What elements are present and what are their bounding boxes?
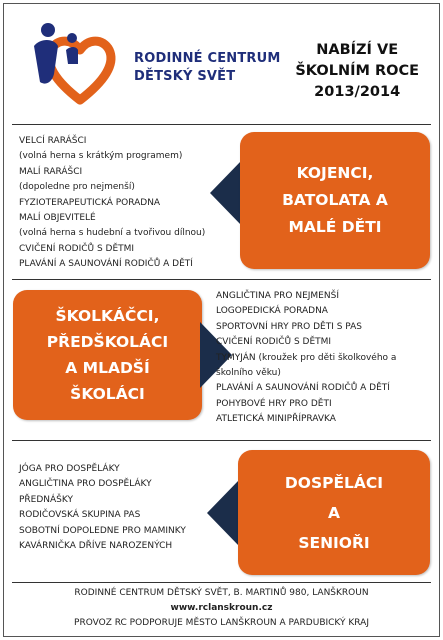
website-link[interactable]: www.rclanskroun.cz <box>170 603 273 613</box>
category-box-infants <box>240 132 430 269</box>
section-3-list <box>19 462 186 554</box>
offer-line-2: ŠKOLNÍM ROCE <box>295 63 419 79</box>
divider <box>12 440 431 441</box>
section-1-list <box>19 134 205 273</box>
list-item: CVIČENÍ RODIČŮ S DĚTMI <box>19 243 135 254</box>
box-line: ŠKOLKÁČCI, <box>55 307 160 325</box>
divider <box>12 582 431 583</box>
list-item: RODIČOVSKÁ SKUPINA PAS <box>19 510 141 521</box>
box-line: A <box>328 503 340 522</box>
offer-line-3: 2013/2014 <box>314 84 401 100</box>
box-line: PŘEDŠKOLÁCI <box>46 333 169 351</box>
footer-support: PROVOZ RC PODPORUJE MĚSTO LANŠKROUN A PARDUBICKÝ KRAJ <box>74 618 369 628</box>
box-line: A MLADŠÍ <box>65 359 150 377</box>
box-line: SENIOŘI <box>298 533 370 552</box>
footer-address: RODINNÉ CENTRUM DĚTSKÝ SVĚT, B. MARTINŮ 980, LANŠKROUN <box>74 588 369 598</box>
list-item: MALÍ OBJEVITELÉ <box>19 213 96 224</box>
list-item: PŘEDNÁŠKY <box>19 494 73 505</box>
box-line: DOSPĚLÁCI <box>284 473 384 492</box>
arrow-left-icon <box>210 160 242 226</box>
category-box-adults <box>238 450 430 575</box>
list-item: TYMYJÁN (kroužek pro děti školkového a <box>216 352 397 363</box>
divider <box>12 279 431 280</box>
list-item: školního věku) <box>216 368 281 379</box>
brand-line-2: DĚTSKÝ SVĚT <box>134 69 236 84</box>
list-item: (volná herna s krátkým programem) <box>19 151 183 162</box>
divider <box>12 124 431 125</box>
list-item: LOGOPEDICKÁ PORADNA <box>216 306 328 317</box>
list-item: KAVÁRNIČKA DŘÍVE NAROZENÝCH <box>19 541 173 552</box>
box-line: ŠKOLÁCI <box>70 385 145 403</box>
list-item: JÓGA PRO DOSPĚLÁKY <box>19 464 120 474</box>
list-item: PLAVÁNÍ A SAUNOVÁNÍ RODIČŮ A DĚTÍ <box>19 259 193 270</box>
list-item: ANGLIČTINA PRO DOSPĚLÁKY <box>19 479 152 490</box>
offer-line-1: NABÍZÍ VE <box>316 42 399 58</box>
list-item: VELCÍ RARÁŠCI <box>19 136 87 146</box>
category-box-schoolkids <box>13 290 202 420</box>
heart-family-logo <box>24 16 136 108</box>
list-item: SPORTOVNÍ HRY PRO DĚTI S PAS <box>216 321 363 332</box>
footer <box>0 586 443 631</box>
list-item: POHYBOVÉ HRY PRO DĚTI <box>216 398 332 409</box>
box-line: BATOLATA A <box>282 191 388 209</box>
section-2-list <box>216 289 396 428</box>
list-item: FYZIOTERAPEUTICKÁ PORADNA <box>19 197 161 208</box>
box-line: KOJENCI, <box>296 164 374 182</box>
arrow-left-icon <box>207 480 239 546</box>
list-item: MALÍ RARÁŠCI <box>19 166 83 177</box>
brand-line-1: RODINNÉ CENTRUM <box>134 51 281 66</box>
list-item: ATLETICKÁ MINIPŘÍPRAVKA <box>216 414 336 425</box>
brand-name <box>134 50 281 86</box>
list-item: CVIČENÍ RODIČŮ S DĚTMI <box>216 337 332 348</box>
list-item: PLAVÁNÍ A SAUNOVÁNÍ RODIČŮ A DĚTÍ <box>216 383 390 394</box>
list-item: (dopoledne pro nejmenší) <box>19 182 135 193</box>
list-item: ANGLIČTINA PRO NEJMENŠÍ <box>216 291 339 301</box>
box-line: MALÉ DĚTI <box>288 218 382 236</box>
list-item: (volná herna s hudební a tvořivou dílnou) <box>19 228 206 239</box>
offer-heading <box>295 40 419 103</box>
list-item: SOBOTNÍ DOPOLEDNE PRO MAMINKY <box>19 525 186 536</box>
